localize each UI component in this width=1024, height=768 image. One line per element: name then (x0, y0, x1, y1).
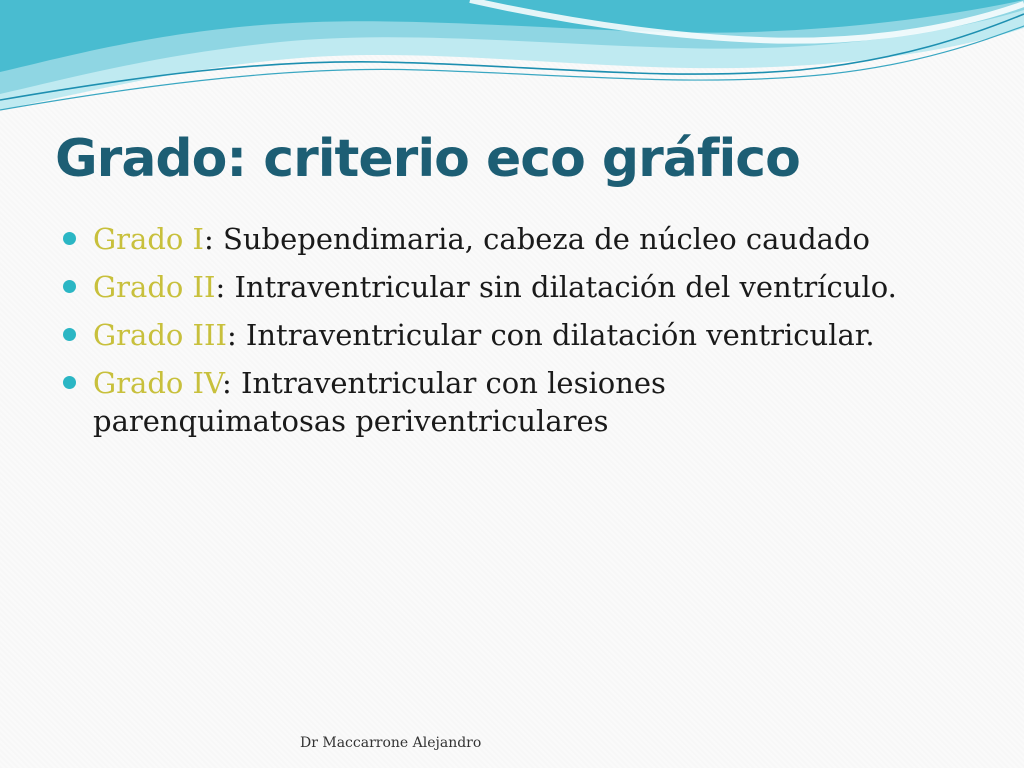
footer-author: Dr Maccarrone Alejandro (300, 735, 482, 751)
bullet-text: : Intraventricular con lesiones (222, 366, 666, 400)
bullet-item-grado-1 (62, 220, 992, 258)
bullet-dot-icon (63, 376, 76, 389)
bullet-dot-icon (63, 232, 76, 245)
bullet-dot-icon (63, 328, 76, 341)
bullet-text: : Subependimaria, cabeza de núcleo caudado (204, 222, 870, 256)
slide-title: Grado: criterio eco gráfico (55, 129, 800, 189)
bullet-item-grado-2 (62, 268, 992, 306)
bullet-item-grado-4 (62, 364, 992, 440)
bullet-text-continuation: parenquimatosas periventriculares (93, 404, 609, 438)
bullet-item-grado-3 (62, 316, 992, 354)
grade-label: Grado I (93, 222, 205, 256)
grade-label: Grado IV (93, 366, 223, 400)
slide-content (62, 220, 992, 450)
bullet-text: : Intraventricular sin dilatación del ventrículo. (215, 270, 897, 304)
grade-label: Grado III (93, 318, 227, 352)
decorative-wave-header (0, 0, 1024, 130)
grade-label: Grado II (93, 270, 216, 304)
bullet-dot-icon (63, 280, 76, 293)
bullet-list (62, 220, 992, 440)
bullet-text: : Intraventricular con dilatación ventricular. (226, 318, 875, 352)
